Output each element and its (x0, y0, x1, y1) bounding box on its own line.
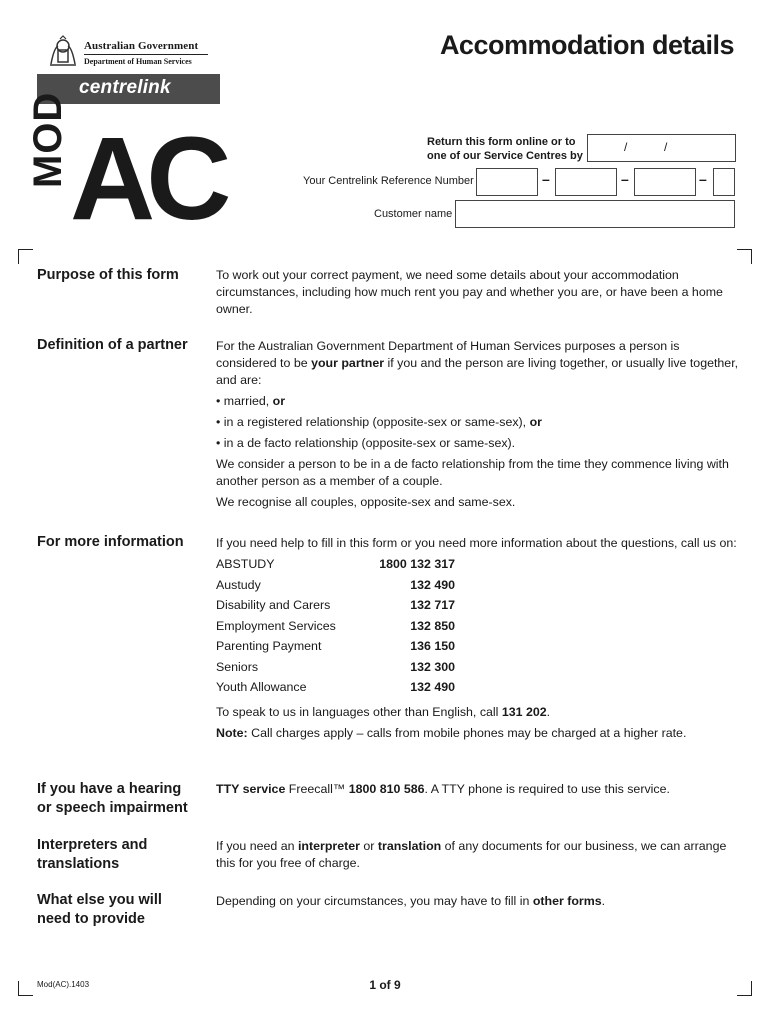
more-info-text: If you need help to fill in this form or you need more information about the questions, call us on: ABSTUDY 1800 132 317 Austudy 132 490 Disability and Carers 132 717 Employment Services 132 850 Parenting Payment 136 150 Seniors 132 300 Youth Allowance 132 490 To speak to us in languages other than English, call 131 202. Note: Call charges apply – calls from mobile phones may be charged at a higher rate. (216, 535, 740, 746)
coat-of-arms-icon (46, 34, 80, 68)
crop-mark-top-right (737, 249, 752, 264)
gov-line-1: Australian Government (84, 40, 199, 52)
reference-number-field-1[interactable] (476, 168, 538, 196)
form-code: AC (70, 113, 223, 245)
centrelink-logo-text: centrelink (79, 77, 171, 98)
crop-mark-top-left (18, 249, 33, 264)
reference-dash-3: – (699, 171, 707, 187)
reference-dash-2: – (621, 171, 629, 187)
partner-heading: Definition of a partner (37, 337, 188, 353)
list-item: • in a registered relationship (opposite-sex or same-sex), or (216, 415, 542, 429)
phone-row: Parenting Payment 136 150 (216, 639, 455, 653)
form-title: Accommodation details (439, 30, 734, 60)
phone-row: Seniors 132 300 (216, 659, 455, 674)
form-code-footer: Mod(AC).1403 (37, 980, 90, 989)
mod-label: MOD (26, 91, 70, 188)
phone-row: Youth Allowance 132 490 (216, 680, 455, 694)
reference-number-field-3[interactable] (634, 168, 696, 196)
gov-line-2: Department of Human Services (84, 57, 192, 66)
list-item: • in a de facto relationship (opposite-sex or same-sex). (216, 436, 516, 450)
what-else-text: Depending on your circumstances, you may have to fill in other forms. (216, 894, 606, 908)
phone-row: Disability and Carers 132 717 (216, 598, 455, 612)
return-line-1: Return this form online or to (427, 136, 576, 148)
partner-text: For the Australian Government Department of Human Services purposes a person is considered to be your partner if you and the person are living together, or usually live together, and are: • married, or • in a registered relationship (opposite-sex or same-sex), or • in a de facto relationship (opposite-sex or same-sex). We consider a person to be in a de facto relationship from the time they commence living with another person as a member of a couple. We recognise all couples, opposite-sex and same-sex. (216, 339, 739, 509)
list-item: • married, or (216, 394, 286, 408)
return-line-2: one of our Service Centres by (427, 150, 583, 162)
return-instructions (427, 135, 583, 163)
hearing-heading: If you have a hearing or speech impairment (37, 781, 188, 816)
customer-name-label: Customer name (374, 208, 453, 220)
reference-number-field-4[interactable] (713, 168, 735, 196)
interpreters-heading: Interpreters and translations (37, 837, 148, 872)
phone-list (216, 556, 740, 700)
government-logo-text (84, 40, 208, 66)
phone-row: Austudy 132 490 (216, 577, 455, 592)
tty-text: TTY service Freecall™ 1800 810 586. A TTY phone is required to use this service. (216, 782, 670, 796)
phone-row: Employment Services 132 850 (216, 618, 455, 633)
what-else-heading: What else you will need to provide (37, 892, 162, 927)
interpreters-text: If you need an interpreter or translation of any documents for our business, we can arrange this for you free of charge. (216, 839, 727, 870)
return-date-field[interactable] (587, 134, 736, 162)
phone-row: ABSTUDY 1800 132 317 (216, 557, 455, 571)
more-info-heading: For more information (37, 534, 184, 550)
reference-number-field-2[interactable] (555, 168, 617, 196)
purpose-heading: Purpose of this form (37, 267, 179, 283)
partner-criteria-list (216, 393, 740, 452)
customer-name-field[interactable] (455, 200, 735, 228)
page-number: 1 of 9 (369, 978, 401, 992)
reference-dash-1: – (542, 171, 550, 187)
reference-number-label: Your Centrelink Reference Number (303, 175, 474, 187)
purpose-text: To work out your correct payment, we need some details about your accommodation circumstances, including how much rent you pay and whether you are, or have been a home owner. (216, 268, 723, 316)
date-separator-2: / (664, 140, 668, 154)
date-separator-1: / (624, 140, 628, 154)
